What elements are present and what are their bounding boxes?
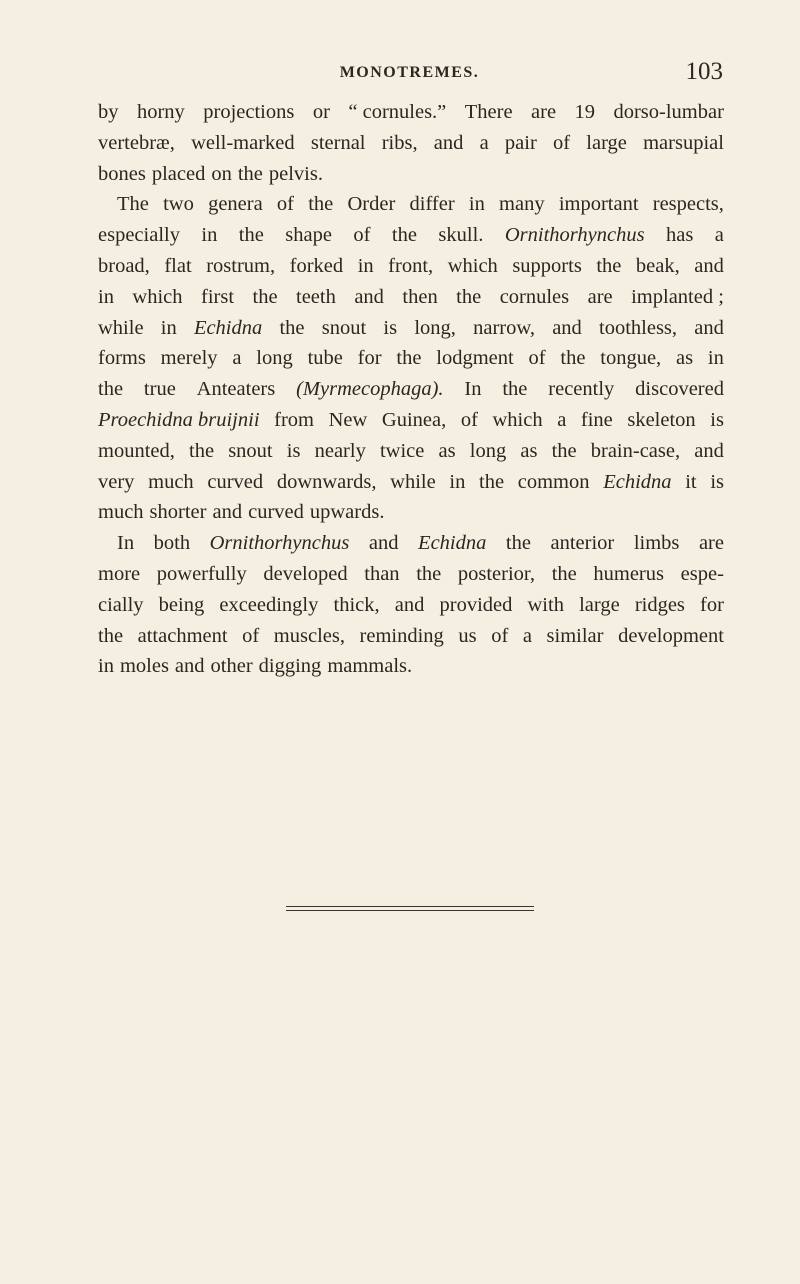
word: broad, xyxy=(98,254,150,277)
word: rostrum, xyxy=(206,254,276,277)
word: humerus xyxy=(593,562,664,585)
word: large xyxy=(579,593,620,616)
word: are xyxy=(531,101,557,123)
word: Order xyxy=(347,193,396,216)
word: and xyxy=(694,254,724,277)
text-line xyxy=(98,251,724,282)
word: then xyxy=(402,285,438,308)
word: much xyxy=(98,501,144,524)
word: a xyxy=(232,347,242,370)
italic-word: Echidna xyxy=(418,532,487,555)
word: the xyxy=(238,224,264,247)
word: placed xyxy=(151,162,206,185)
word: reminding xyxy=(359,624,444,647)
word: merely xyxy=(160,347,218,370)
word: which xyxy=(492,408,543,431)
word: and xyxy=(394,593,425,616)
word: downwards, xyxy=(276,470,377,493)
word: dorso-lumbar xyxy=(613,101,724,123)
word: posterior, xyxy=(457,562,536,585)
word: In xyxy=(464,378,482,401)
word: mounted, xyxy=(98,439,175,462)
word: other xyxy=(210,655,253,678)
word: the xyxy=(416,562,442,585)
word: lodgment xyxy=(436,347,514,370)
word: ridges xyxy=(634,593,685,616)
word: of xyxy=(491,624,509,647)
word: for xyxy=(357,347,382,370)
word: in xyxy=(98,285,114,308)
word: both xyxy=(153,532,191,555)
word: true xyxy=(143,378,176,401)
word: discovered xyxy=(635,378,724,401)
word: skull. xyxy=(438,224,484,247)
word: a xyxy=(479,131,489,154)
word: the xyxy=(502,378,528,401)
word: the xyxy=(456,285,482,308)
word: flat xyxy=(164,254,192,277)
word: front, xyxy=(388,254,434,277)
word: respects, xyxy=(652,193,724,216)
word: exceedingly xyxy=(219,593,319,616)
word: brain-case, xyxy=(590,439,681,462)
word: and xyxy=(174,655,205,678)
word: than xyxy=(364,562,400,585)
word: ribs, xyxy=(381,131,418,154)
word: the xyxy=(505,532,531,555)
word: upwards. xyxy=(309,501,385,524)
text-line xyxy=(98,651,724,682)
word: espe- xyxy=(680,562,724,585)
word: tongue, xyxy=(600,347,662,370)
section-rule xyxy=(286,906,534,907)
word: in xyxy=(468,193,485,216)
word: The xyxy=(117,193,149,216)
word: long xyxy=(256,347,293,370)
word: two xyxy=(163,193,194,216)
word: and xyxy=(552,316,582,339)
word: and xyxy=(354,285,384,308)
page-number: 103 xyxy=(685,58,723,85)
word: shape xyxy=(285,224,332,247)
word: it xyxy=(685,470,697,493)
word: in xyxy=(160,316,177,339)
text-line xyxy=(98,374,724,405)
text-line xyxy=(98,621,724,652)
word: are xyxy=(698,532,724,555)
text-line xyxy=(98,97,724,128)
text-line xyxy=(98,343,724,374)
word: thick, xyxy=(333,593,380,616)
word: recently xyxy=(548,378,615,401)
word: especially xyxy=(98,224,180,247)
word: in xyxy=(449,470,466,493)
running-title: MONOTREMES. xyxy=(339,64,480,81)
italic-word: Proechidna bruijnii xyxy=(98,408,260,431)
word: cially xyxy=(98,593,144,616)
word: is xyxy=(383,316,398,339)
word: of xyxy=(460,408,478,431)
word: beak, xyxy=(635,254,680,277)
word: the xyxy=(596,254,622,277)
body-text xyxy=(98,97,724,682)
text-line xyxy=(98,590,724,621)
text-line xyxy=(98,189,724,220)
word: the xyxy=(551,562,577,585)
text-line xyxy=(98,528,724,559)
word: and xyxy=(433,131,464,154)
word: development xyxy=(618,624,724,647)
word: as xyxy=(675,347,694,370)
word: or xyxy=(312,101,330,123)
word: much xyxy=(148,470,194,493)
text-line xyxy=(98,313,724,344)
word: tube xyxy=(307,347,343,370)
word: more xyxy=(98,562,141,585)
word: sternal xyxy=(310,131,366,154)
word: is xyxy=(710,408,724,431)
word: differ xyxy=(409,193,455,216)
italic-word: Echidna xyxy=(193,316,263,339)
word: the xyxy=(479,470,505,493)
word: of xyxy=(276,193,294,216)
text-line xyxy=(98,436,724,467)
word: long xyxy=(469,439,507,462)
word: of xyxy=(553,131,571,154)
text-line xyxy=(98,282,724,313)
word: moles xyxy=(119,655,169,678)
word: implanted ; xyxy=(631,285,724,308)
word: twice xyxy=(379,439,425,462)
text-line xyxy=(98,467,724,498)
word: “ cornules.” xyxy=(348,101,447,123)
word: the xyxy=(237,162,263,185)
paragraph xyxy=(98,189,724,528)
word: with xyxy=(527,593,564,616)
word: the xyxy=(279,316,305,339)
word: digging xyxy=(258,655,322,678)
word: many xyxy=(499,193,545,216)
word: the xyxy=(551,439,577,462)
word: long, xyxy=(414,316,456,339)
word: cornules xyxy=(499,285,570,308)
word: bones xyxy=(98,162,146,185)
text-line xyxy=(98,220,724,251)
word: which xyxy=(132,285,183,308)
word: in xyxy=(707,347,724,370)
word: the xyxy=(308,193,334,216)
word: by xyxy=(98,101,119,123)
word: vertebræ, xyxy=(98,131,175,154)
word: marsupial xyxy=(643,131,724,154)
word: the xyxy=(391,224,417,247)
word: of xyxy=(528,347,546,370)
word: first xyxy=(201,285,235,308)
text-line xyxy=(98,497,724,528)
italic-word: Echidna xyxy=(603,470,672,493)
word: shorter xyxy=(149,501,207,524)
word: Anteaters xyxy=(196,378,276,401)
word: skeleton xyxy=(627,408,696,431)
paragraph xyxy=(98,528,724,682)
word: attachment xyxy=(137,624,228,647)
word: projections xyxy=(203,101,295,123)
word: a xyxy=(557,408,567,431)
word: as xyxy=(520,439,538,462)
word: Guinea, xyxy=(381,408,447,431)
word: curved xyxy=(248,501,304,524)
word: narrow, xyxy=(473,316,535,339)
word: curved xyxy=(207,470,264,493)
word: in xyxy=(357,254,374,277)
word: 19 xyxy=(574,101,596,123)
section-rule xyxy=(286,910,534,911)
italic-word: (Myrmecophaga). xyxy=(296,378,444,401)
word: of xyxy=(242,624,260,647)
word: while xyxy=(98,316,144,339)
word: similar xyxy=(546,624,604,647)
word: New xyxy=(328,408,368,431)
italic-word: Ornithorhynchus xyxy=(504,224,645,247)
word: which xyxy=(447,254,498,277)
word: very xyxy=(98,470,135,493)
word: supports xyxy=(512,254,582,277)
word: while xyxy=(390,470,436,493)
running-head xyxy=(96,58,723,92)
text-line xyxy=(98,405,724,436)
word: snout xyxy=(228,439,273,462)
word: in xyxy=(201,224,218,247)
word: as xyxy=(438,439,456,462)
word: snout xyxy=(321,316,367,339)
word: In xyxy=(117,532,135,555)
text-line xyxy=(98,128,724,159)
word: teeth xyxy=(296,285,336,308)
word: and xyxy=(694,439,724,462)
word: and xyxy=(368,532,399,555)
text-line xyxy=(98,159,724,190)
word: the xyxy=(98,624,124,647)
word: is xyxy=(286,439,301,462)
word: forked xyxy=(289,254,344,277)
word: muscles, xyxy=(273,624,345,647)
word: limbs xyxy=(633,532,680,555)
word: mammals. xyxy=(327,655,413,678)
word: are xyxy=(587,285,613,308)
word: and xyxy=(694,316,724,339)
word: important xyxy=(558,193,639,216)
word: anterior xyxy=(550,532,615,555)
word: nearly xyxy=(314,439,366,462)
word: genera xyxy=(208,193,263,216)
word: forms xyxy=(98,347,146,370)
word: pelvis. xyxy=(268,162,323,185)
word: from xyxy=(274,408,314,431)
word: a xyxy=(522,624,532,647)
word: powerfully xyxy=(156,562,247,585)
word: is xyxy=(710,470,724,493)
word: the xyxy=(98,378,124,401)
word: for xyxy=(700,593,724,616)
word: developed xyxy=(263,562,348,585)
word: and xyxy=(212,501,243,524)
word: large xyxy=(586,131,627,154)
word: toothless, xyxy=(599,316,678,339)
word: being xyxy=(158,593,205,616)
word: us xyxy=(458,624,477,647)
word: common xyxy=(517,470,590,493)
word: a xyxy=(714,224,724,247)
word: on xyxy=(211,162,232,185)
word: There xyxy=(464,101,513,123)
word: pair xyxy=(504,131,537,154)
word: well-marked xyxy=(191,131,295,154)
word: the xyxy=(560,347,586,370)
text-line xyxy=(98,559,724,590)
word: horny xyxy=(136,101,185,123)
word: in xyxy=(98,655,114,678)
word: the xyxy=(252,285,278,308)
italic-word: Ornithorhynchus xyxy=(209,532,350,555)
paragraph xyxy=(98,97,724,189)
word: provided xyxy=(439,593,513,616)
word: the xyxy=(189,439,215,462)
word: has xyxy=(666,224,694,247)
word: fine xyxy=(580,408,613,431)
word: the xyxy=(396,347,422,370)
word: of xyxy=(353,224,371,247)
